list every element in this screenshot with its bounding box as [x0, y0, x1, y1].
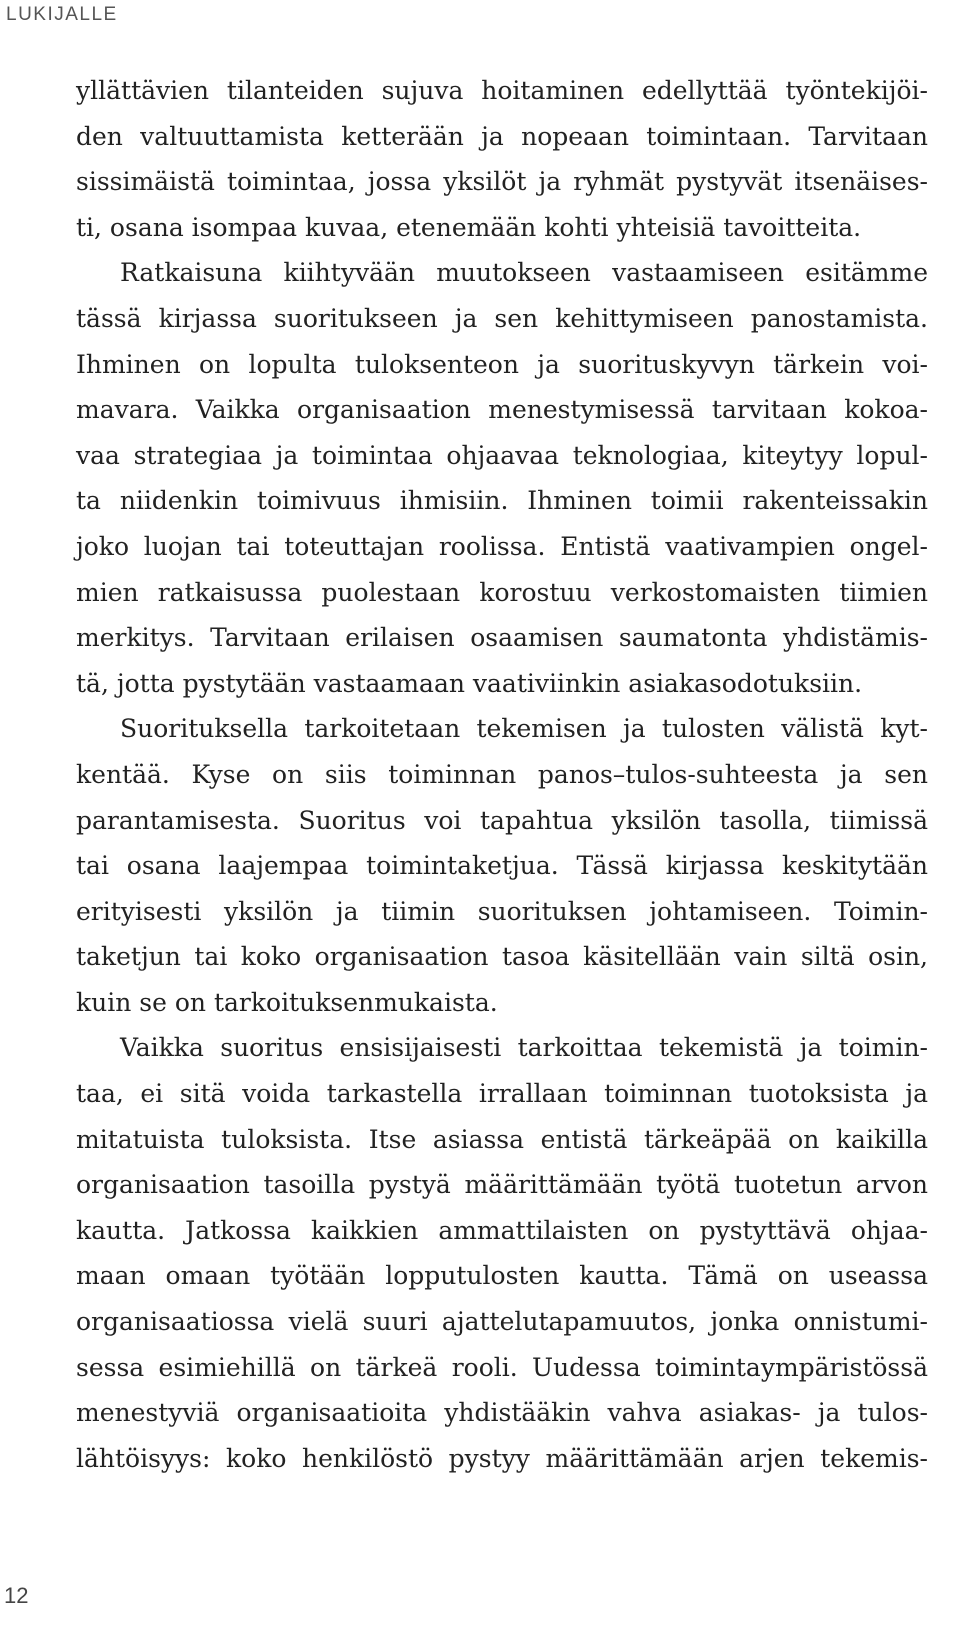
text-line: sissimäistä toimintaa, jossa yksilöt ja ryhmät pystyvät itsenäises-	[76, 167, 928, 197]
text-line: kentää. Kyse on siis toiminnan panos–tulos-suhteesta ja sen	[76, 759, 928, 789]
text-line: tässä kirjassa suoritukseen ja sen kehittymiseen panostamista.	[76, 303, 928, 333]
paragraph	[76, 68, 928, 250]
text-line: erityisesti yksilön ja tiimin suorituksen johtamiseen. Toimin-	[76, 896, 928, 926]
text-line: Ihminen on lopulta tuloksenteon ja suorituskyvyn tärkein voi-	[76, 349, 928, 379]
text-line: Suorituksella tarkoitetaan tekemisen ja tulosten välistä kyt-	[120, 714, 928, 744]
text-line: den valtuuttamista ketterään ja nopeaan toimintaan. Tarvitaan	[76, 121, 928, 151]
text-line: ti, osana isompaa kuvaa, etenemään kohti yhteisiä tavoitteita.	[76, 212, 862, 242]
text-line: sessa esimiehillä on tärkeä rooli. Uudessa toimintaympäristössä	[76, 1352, 928, 1382]
text-line: joko luojan tai toteuttajan roolissa. Entistä vaativampien ongel-	[76, 531, 928, 561]
text-line: organisaation tasoilla pystyä määrittämään työtä tuotetun arvon	[76, 1170, 928, 1200]
text-line: merkitys. Tarvitaan erilaisen osaamisen saumatonta yhdistämis-	[76, 623, 928, 653]
body-text	[76, 68, 928, 1481]
text-line: mien ratkaisussa puolestaan korostuu verkostomaisten tiimien	[76, 577, 928, 607]
text-line: kuin se on tarkoituksenmukaista.	[76, 987, 498, 1017]
text-line: parantamisesta. Suoritus voi tapahtua yksilön tasolla, tiimissä	[76, 805, 928, 835]
text-line: taa, ei sitä voida tarkastella irrallaan toiminnan tuotoksista ja	[76, 1079, 928, 1109]
text-line: mitatuista tuloksista. Itse asiassa entistä tärkeäpää on kaikilla	[76, 1124, 928, 1154]
text-line: kautta. Jatkossa kaikkien ammattilaisten on pystyttävä ohjaa-	[76, 1215, 928, 1245]
text-line: maan omaan työtään lopputulosten kautta. Tämä on useassa	[76, 1261, 928, 1291]
text-line: tä, jotta pystytään vastaamaan vaativiinkin asiakasodotuksiin.	[76, 668, 863, 698]
text-line: mavara. Vaikka organisaation menestymisessä tarvitaan kokoa-	[76, 395, 928, 425]
paragraph	[76, 706, 928, 1025]
text-line: Ratkaisuna kiihtyvään muutokseen vastaamiseen esitämme	[120, 258, 928, 288]
text-line: Vaikka suoritus ensisijaisesti tarkoittaa tekemistä ja toimin-	[120, 1033, 928, 1063]
text-line: menestyviä organisaatioita yhdistääkin vahva asiakas- ja tulos-	[76, 1398, 928, 1428]
page-number: 12	[4, 1583, 29, 1608]
text-line: organisaatiossa vielä suuri ajattelutapamuutos, jonka onnistumi-	[76, 1307, 928, 1337]
text-line: ta niidenkin toimivuus ihmisiin. Ihminen toimii rakenteissakin	[76, 486, 928, 516]
text-line: taketjun tai koko organisaation tasoa käsitellään vain siltä osin,	[76, 942, 928, 972]
text-line: lähtöisyys: koko henkilöstö pystyy määrittämään arjen tekemis-	[76, 1443, 928, 1473]
text-line: yllättävien tilanteiden sujuva hoitaminen edellyttää työntekijöi-	[76, 76, 928, 105]
paragraph	[76, 1025, 928, 1481]
running-head: LUKIJALLE	[6, 4, 118, 25]
text-line: vaa strategiaa ja toimintaa ohjaavaa teknologiaa, kiteytyy lopul-	[76, 440, 928, 470]
paragraph	[76, 250, 928, 706]
text-line: tai osana laajempaa toimintaketjua. Tässä kirjassa keskitytään	[76, 851, 928, 881]
